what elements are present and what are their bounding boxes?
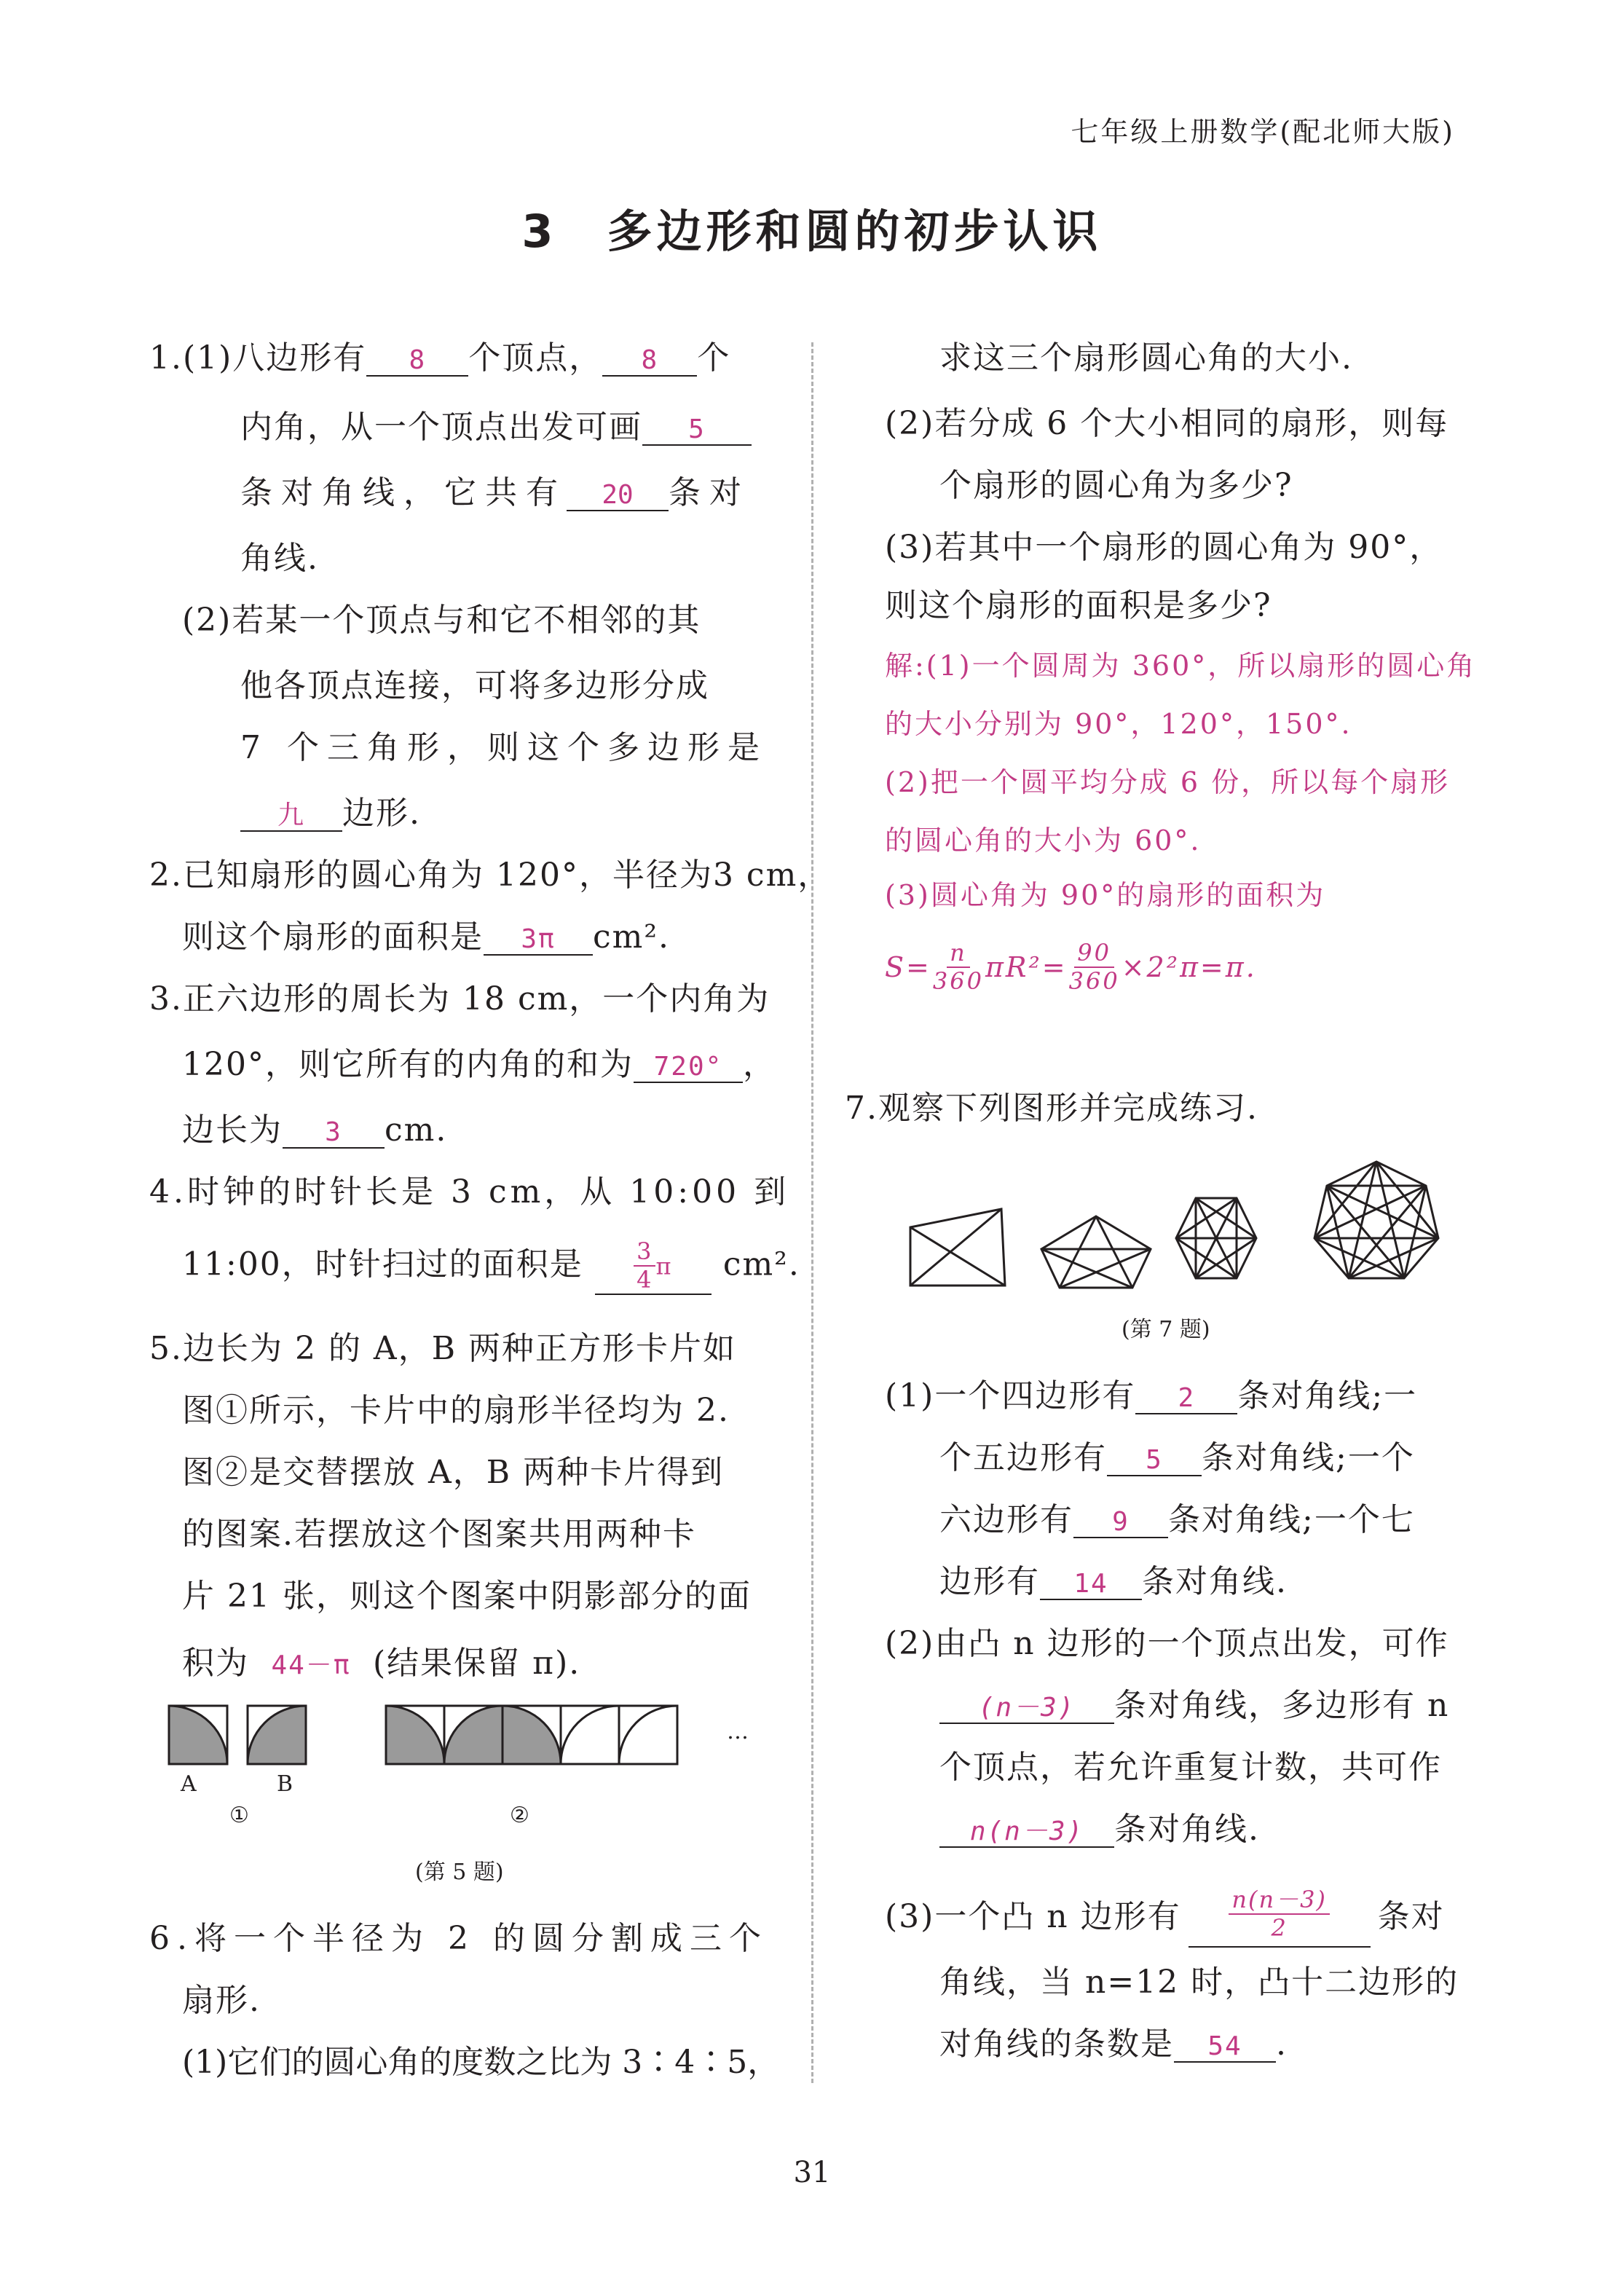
q3-line3: 边长为 3 cm. <box>182 1111 448 1149</box>
q5-line3: 图②是交替摆放 A，B 两种卡片得到 <box>182 1454 725 1491</box>
caption-q5: (第 5 题) <box>415 1859 504 1885</box>
answer-blank: 5 <box>1107 1447 1202 1476</box>
q1-line4: 角线. <box>240 540 319 577</box>
answer-blank: 8 <box>366 347 468 377</box>
ellipsis: … <box>727 1719 749 1744</box>
q1-line3: 条对角线，它共有 20 条对 <box>240 474 750 511</box>
q6-line3: (1)它们的圆心角的度数之比为 3∶4∶5， <box>182 2044 780 2081</box>
q1-line7: 7 个三角形，则这个多边形是 <box>240 729 768 766</box>
q7-part3-line1: (3)一个凸 n 边形有 $\frac{n(n-3)}{2}$ 条对 <box>885 1886 1445 1948</box>
q1-line1: 1.(1)八边形有 8 个顶点， 8 个 <box>149 339 731 377</box>
q7-part2-line3: 个顶点，若允许重复计数，共可作 <box>939 1749 1442 1786</box>
q5-line6: 积为 44－π (结果保留 π). <box>182 1645 581 1682</box>
q6-line7: (3)若其中一个扇形的圆心角为 90°， <box>885 529 1443 566</box>
q7-part1-line4: 边形有 14 条对角线. <box>939 1563 1288 1600</box>
answer-blank: 5 <box>642 417 752 446</box>
q7-part3-line3: 对角线的条数是 54 . <box>939 2026 1288 2063</box>
q1-line5: (2)若某一个顶点与和它不相邻的其 <box>182 602 701 639</box>
q2-line2: 则这个扇形的面积是 3π cm². <box>182 918 670 956</box>
label-a: A <box>181 1771 197 1797</box>
solution-line3: (2)把一个圆平均分成 6 份，所以每个扇形 <box>885 766 1451 798</box>
q6-line5: (2)若分成 6 个大小相同的扇形，则每 <box>885 405 1449 442</box>
answer-blank: 2 <box>1135 1385 1237 1414</box>
solution-line1: 解:(1)一个圆周为 360°，所以扇形的圆心角 <box>885 650 1477 682</box>
q7-part2-line2: (n－3) 条对角线，多边形有 n <box>939 1690 1449 1724</box>
q6-line8: 则这个扇形的面积是多少? <box>885 587 1272 624</box>
fraction: $\frac{3}{4}$ <box>634 1238 655 1294</box>
answer-blank: 9 <box>1073 1509 1168 1538</box>
answer-blank: 3π <box>484 926 593 956</box>
q5-line4: 的图案.若摆放这个图案共用两种卡 <box>182 1516 696 1553</box>
q5-line1: 5.边长为 2 的 A，B 两种正方形卡片如 <box>149 1330 737 1367</box>
q6-line6: 个扇形的圆心角为多少? <box>939 467 1293 504</box>
card-pattern-svg <box>167 1704 721 1821</box>
answer-blank: $\frac{3}{4}$ π <box>595 1238 712 1295</box>
solution-line2: 的大小分别为 90°，120°，150°. <box>885 708 1352 740</box>
answer-blank: 3 <box>283 1119 385 1149</box>
polygon-diagonals-svg <box>903 1158 1464 1304</box>
q1-line2: 内角，从一个顶点出发可画 5 <box>240 412 752 446</box>
solution-line5: (3)圆心角为 90°的扇形的面积为 <box>885 879 1326 911</box>
q6-line2: 扇形. <box>182 1982 261 2019</box>
q2-line1: 2.已知扇形的圆心角为 120°，半径为3 cm， <box>149 857 832 894</box>
q7-part1-line3: 六边形有 9 条对角线;一个七 <box>939 1501 1415 1538</box>
q7-line1: 7.观察下列图形并完成练习. <box>845 1090 1258 1127</box>
answer-blank: 九 <box>240 803 342 832</box>
q3-line1: 3.正六边形的周长为 18 cm，一个内角为 <box>149 980 770 1017</box>
q7-part2-line4: n(n－3) 条对角线. <box>939 1814 1260 1848</box>
page-number: 31 <box>793 2156 831 2189</box>
figure-1-label: ① <box>229 1803 249 1828</box>
figure-7 <box>903 1158 1464 1304</box>
caption-q7: (第 7 题) <box>1122 1317 1210 1342</box>
q4-line1: 4.时钟的时针长是 3 cm，从 10:00 到 <box>149 1173 790 1211</box>
q1-line8: 九 边形. <box>240 798 421 832</box>
answer-blank: 44－π <box>271 1650 351 1680</box>
section-title: 3 多边形和圆的初步认识 <box>521 205 1103 258</box>
q5-line5: 片 21 张，则这个图案中阴影部分的面 <box>182 1578 752 1615</box>
column-divider <box>811 342 813 2083</box>
q1-line6: 他各顶点连接，可将多边形分成 <box>240 667 709 704</box>
solution-formula: S= $\frac{n}{360}$ πR²= $\frac{90}{360}$ ×2²π=π. <box>885 939 1257 995</box>
figure-2-label: ② <box>510 1803 529 1828</box>
figure-5 <box>167 1704 749 1828</box>
answer-blank: 20 <box>567 482 669 511</box>
page-header: 七年级上册数学(配北师大版) <box>1071 116 1455 148</box>
q3-line2: 120°，则它所有的内角的和为 720° ， <box>182 1046 776 1083</box>
q4-line2: 11:00，时针扫过的面积是 $\frac{3}{4}$ π cm². <box>182 1237 800 1294</box>
q7-part1-line1: (1)一个四边形有 2 条对角线;一 <box>885 1377 1418 1414</box>
answer-blank: 14 <box>1040 1571 1142 1600</box>
solution-line4: 的圆心角的大小为 60°. <box>885 824 1202 857</box>
q6-line4: 求这三个扇形圆心角的大小. <box>939 339 1353 377</box>
q5-line2: 图①所示，卡片中的扇形半径均为 2. <box>182 1392 730 1429</box>
q7-part3-line2: 角线，当 n=12 时，凸十二边形的 <box>939 1964 1459 2001</box>
answer-blank: (n－3) <box>939 1695 1114 1724</box>
answer-blank: $\frac{n(n-3)}{2}$ <box>1189 1886 1371 1948</box>
q7-part2-line1: (2)由凸 n 边形的一个顶点出发，可作 <box>885 1625 1449 1662</box>
answer-blank: 720° <box>634 1054 743 1083</box>
answer-blank: 8 <box>602 347 697 377</box>
answer-blank: 54 <box>1174 2034 1276 2063</box>
label-b: B <box>277 1771 293 1797</box>
answer-blank: n(n－3) <box>939 1819 1114 1848</box>
q6-line1: 6.将一个半径为 2 的圆分割成三个 <box>149 1920 768 1957</box>
q7-part1-line2: 个五边形有 5 条对角线;一个 <box>939 1439 1415 1476</box>
